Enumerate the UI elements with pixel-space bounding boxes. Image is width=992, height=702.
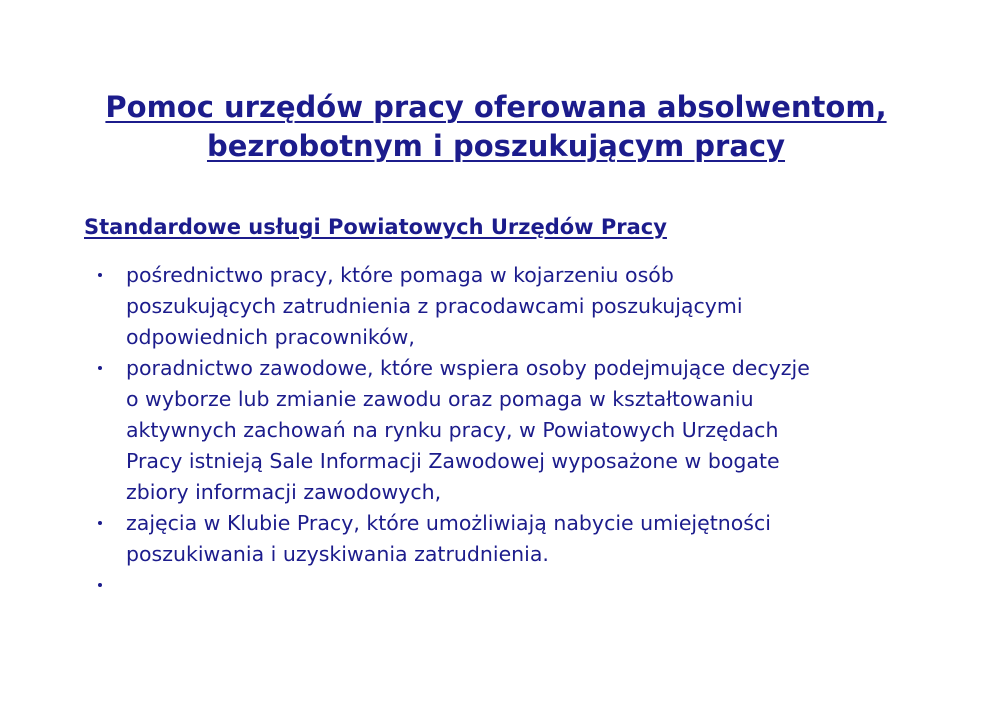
bullet-line: poradnictwo zawodowe, które wspiera osoby podejmujące decyzje bbox=[126, 356, 810, 380]
slide-title bbox=[60, 88, 932, 166]
bullet-item bbox=[96, 260, 886, 353]
bullet-list bbox=[96, 260, 886, 601]
bullet-line: Pracy istnieją Sale Informacji Zawodowej wyposażone w bogate bbox=[126, 449, 780, 473]
bullet-item bbox=[96, 353, 886, 508]
bullet-line: poszukujących zatrudnienia z pracodawcami poszukującymi bbox=[126, 294, 743, 318]
bullet-line: zajęcia w Klubie Pracy, które umożliwiają nabycie umiejętności bbox=[126, 511, 771, 535]
bullet-item bbox=[96, 508, 886, 570]
bullet-line: poszukiwania i uzyskiwania zatrudnienia. bbox=[126, 542, 549, 566]
bullet-line: zbiory informacji zawodowych, bbox=[126, 480, 442, 504]
bullet-dot-icon bbox=[98, 273, 102, 277]
bullet-line: aktywnych zachowań na rynku pracy, w Powiatowych Urzędach bbox=[126, 418, 779, 442]
bullet-line: pośrednictwo pracy, które pomaga w kojarzeniu osób bbox=[126, 263, 674, 287]
bullet-line: o wyborze lub zmianie zawodu oraz pomaga w kształtowaniu bbox=[126, 387, 754, 411]
bullet-dot-icon bbox=[98, 583, 102, 587]
bullet-item-empty bbox=[96, 570, 886, 601]
section-heading: Standardowe usługi Powiatowych Urzędów Pracy bbox=[84, 215, 667, 239]
slide-title-line-2: bezrobotnym i poszukującym pracy bbox=[206, 129, 786, 163]
bullet-dot-icon bbox=[98, 521, 102, 525]
bullet-dot-icon bbox=[98, 366, 102, 370]
bullet-line: odpowiednich pracowników, bbox=[126, 325, 415, 349]
slide-title-line-1: Pomoc urzędów pracy oferowana absolwentom, bbox=[105, 90, 887, 124]
